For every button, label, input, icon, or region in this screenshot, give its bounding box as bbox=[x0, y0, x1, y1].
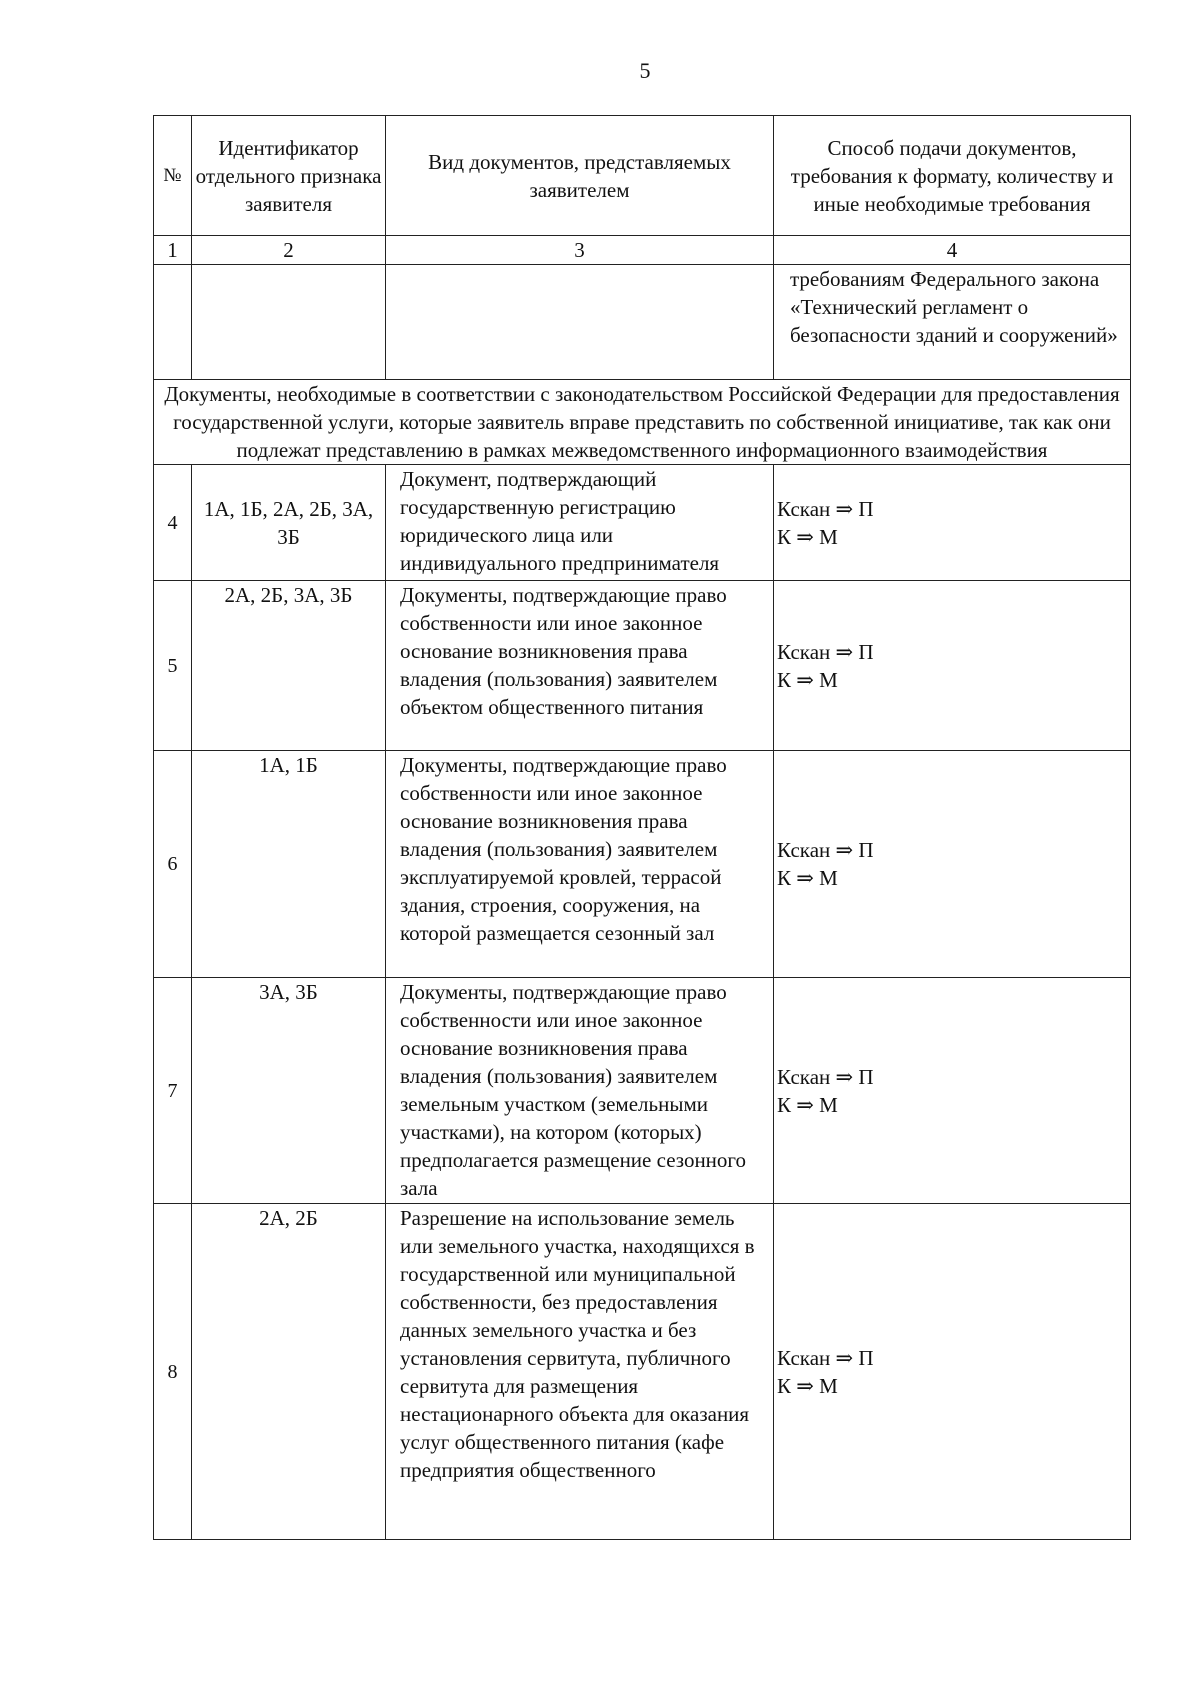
row-identifier: 1А, 1Б bbox=[192, 751, 386, 978]
table-row bbox=[154, 751, 1131, 978]
empty-cell bbox=[386, 265, 774, 380]
table-header-row bbox=[154, 116, 1131, 236]
table-row bbox=[154, 465, 1131, 581]
table-row bbox=[154, 581, 1131, 751]
column-index-row bbox=[154, 236, 1131, 265]
header-method: Способ подачи документов, требования к формату, количеству и иные необходимые требования bbox=[774, 116, 1131, 236]
row-method bbox=[774, 465, 1131, 581]
empty-cell bbox=[154, 265, 192, 380]
section-heading-row bbox=[154, 380, 1131, 465]
column-index: 3 bbox=[386, 236, 774, 265]
method-scan: Кскан ⇒ П bbox=[777, 496, 874, 521]
header-number: № bbox=[154, 116, 192, 236]
column-index: 1 bbox=[154, 236, 192, 265]
table-row bbox=[154, 1204, 1131, 1540]
row-number: 6 bbox=[154, 751, 192, 978]
row-identifier: 1А, 1Б, 2А, 2Б, 3А, 3Б bbox=[192, 465, 386, 581]
row-number: 8 bbox=[154, 1204, 192, 1540]
method-copy: К ⇒ М bbox=[777, 667, 838, 692]
row-method bbox=[774, 978, 1131, 1204]
documents-table bbox=[153, 115, 1131, 1540]
row-document: Документ, подтверждающий государственную регистрацию юридического лица или индивидуального предпринимателя bbox=[386, 465, 774, 581]
continuation-method: требованиям Федерального закона «Технический регламент о безопасности зданий и сооружений» bbox=[774, 265, 1131, 380]
row-document: Документы, подтверждающие право собственности или иное законное основание возникновения права владения (пользования) заявителем эксплуатируемой кровлей, террасой здания, строения, сооружения, на которой размещается сезонный зал bbox=[386, 751, 774, 978]
row-document: Документы, подтверждающие право собственности или иное законное основание возникновения права владения (пользования) заявителем объектом общественного питания bbox=[386, 581, 774, 751]
method-copy: К ⇒ М bbox=[777, 1373, 838, 1398]
row-method bbox=[774, 581, 1131, 751]
method-scan: Кскан ⇒ П bbox=[777, 639, 874, 664]
row-method bbox=[774, 751, 1131, 978]
row-document: Документы, подтверждающие право собственности или иное законное основание возникновения права владения (пользования) заявителем земельным участком (земельными участками), на котором (которых) предполагается размещение сезонного зала bbox=[386, 978, 774, 1204]
table-row bbox=[154, 978, 1131, 1204]
row-number: 5 bbox=[154, 581, 192, 751]
row-identifier: 2А, 2Б, 3А, 3Б bbox=[192, 581, 386, 751]
method-copy: К ⇒ М bbox=[777, 1092, 838, 1117]
header-documents: Вид документов, представляемых заявителем bbox=[386, 116, 774, 236]
row-method bbox=[774, 1204, 1131, 1540]
row-identifier: 2А, 2Б bbox=[192, 1204, 386, 1540]
method-copy: К ⇒ М bbox=[777, 524, 838, 549]
header-identifier: Идентификатор отдельного признака заявителя bbox=[192, 116, 386, 236]
method-scan: Кскан ⇒ П bbox=[777, 1064, 874, 1089]
column-index: 2 bbox=[192, 236, 386, 265]
empty-cell bbox=[192, 265, 386, 380]
continuation-row bbox=[154, 265, 1131, 380]
row-number: 4 bbox=[154, 465, 192, 581]
method-copy: К ⇒ М bbox=[777, 866, 838, 890]
method-scan: Кскан ⇒ П bbox=[777, 1345, 874, 1370]
section-title: Документы, необходимые в соответствии с законодательством Российской Федерации для предоставления государственной услуги, которые заявитель вправе представить по собственной инициативе, так как они подлежат представлению в рамках межведомственного информационного взаимодействия bbox=[154, 380, 1131, 465]
method-scan: Кскан ⇒ П bbox=[777, 838, 874, 862]
row-number: 7 bbox=[154, 978, 192, 1204]
page-number: 5 bbox=[639, 58, 651, 83]
column-index: 4 bbox=[774, 236, 1131, 265]
row-identifier: 3А, 3Б bbox=[192, 978, 386, 1204]
row-document: Разрешение на использование земель или земельного участка, находящихся в государственной или муниципальной собственности, без предоставления данных земельного участка и без установления сервитута, публичного сервитута для размещения нестационарного объекта для оказания услуг общественного питания (кафе предприятия общественного bbox=[386, 1204, 774, 1540]
